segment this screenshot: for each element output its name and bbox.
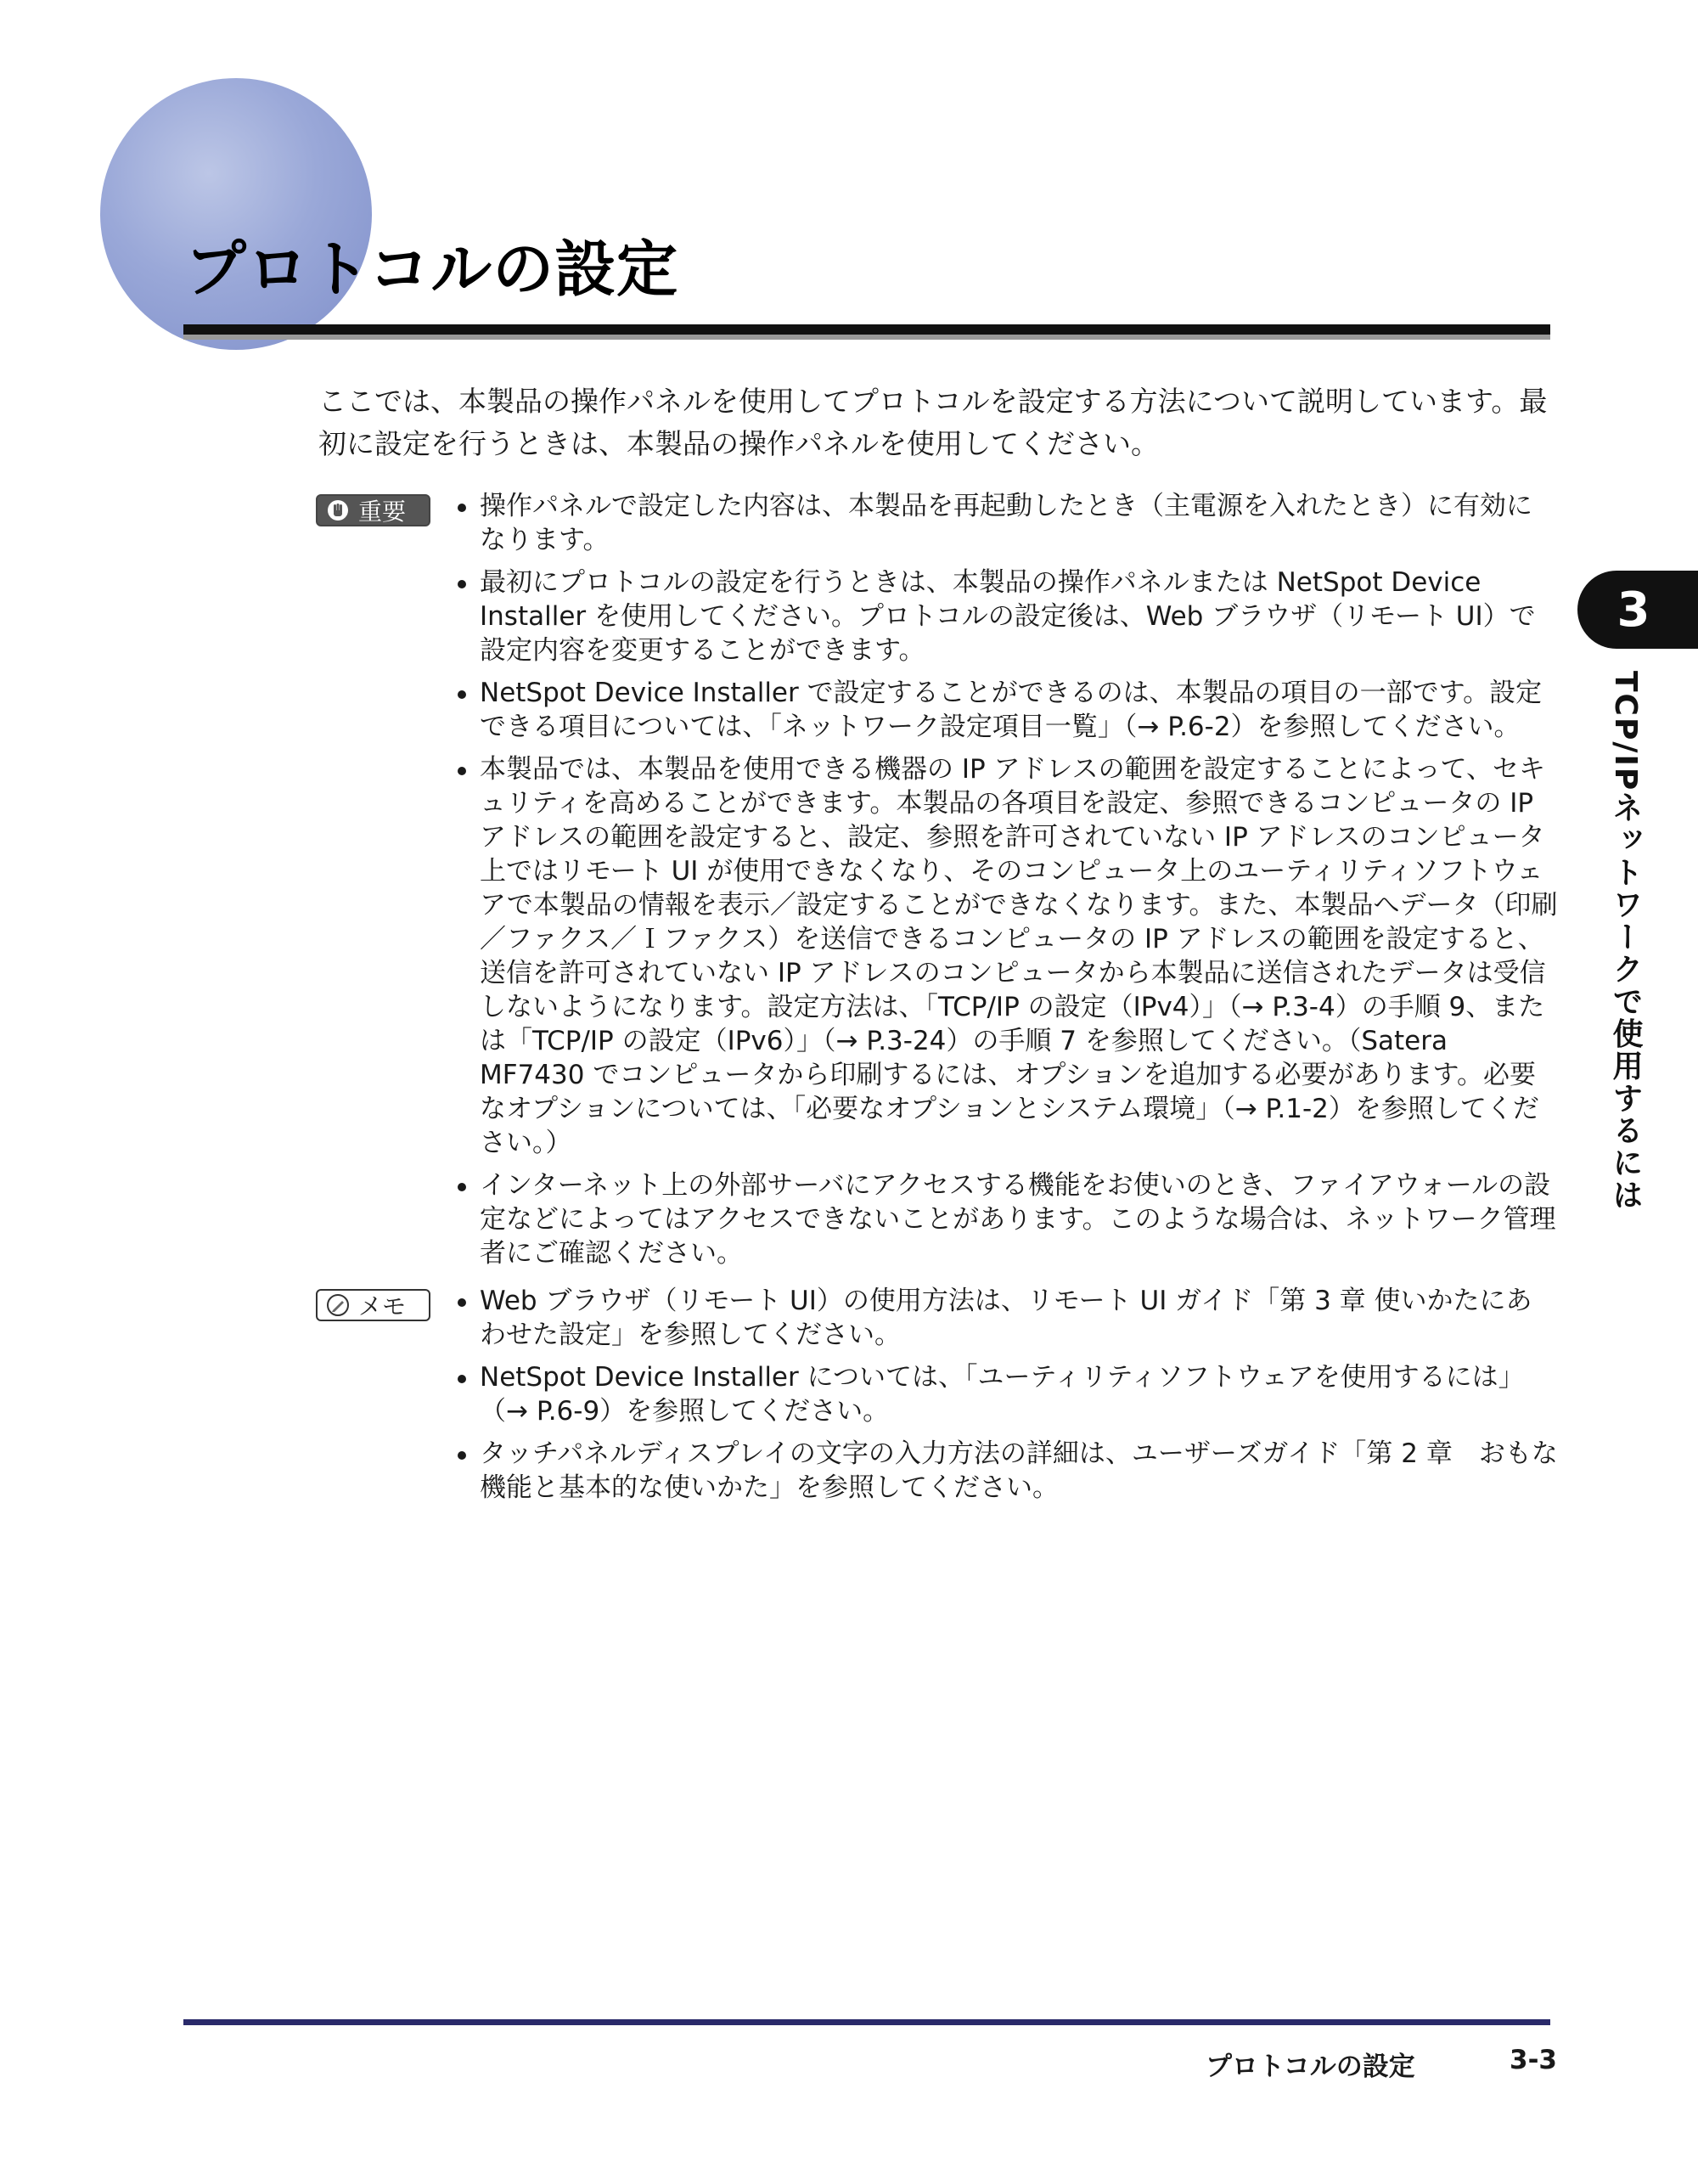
memo-item: Web ブラウザ（リモート UI）の使用方法は、リモート UI ガイド「第 3 章 使いかたにあわせた設定」を参照してください。 bbox=[454, 1284, 1558, 1352]
decorative-circle bbox=[100, 78, 372, 350]
memo-list bbox=[454, 1284, 1558, 1513]
title-rule-shadow bbox=[183, 335, 1550, 340]
title-rule bbox=[183, 324, 1550, 335]
pencil-icon bbox=[326, 1293, 350, 1317]
important-item: NetSpot Device Installer で設定することができるのは、本製品の項目の一部です。設定できる項目については、「ネットワーク設定項目一覧」（→ P.6-2）を参照してください。 bbox=[454, 676, 1558, 744]
important-item: 本製品では、本製品を使用できる機器の IP アドレスの範囲を設定することによって、セキュリティを高めることができます。本製品の各項目を設定、参照できるコンピュータの IP アドレスの範囲を設定すると、設定、参照を許可されていない IP アドレスのコンピュータ上ではリモート UI が使用できなくなり、そのコンピュータ上のユーティリティソフトウェアで本製品の情報を表示／設定することができなくなります。また、本製品へデータ（印刷／ファクス／Ｉファクス）を送信できるコンピュータの IP アドレスの範囲を設定すると、送信を許可されていない IP アドレスのコンピュータから本製品に送信されたデータは受信しないようになります。設定方法は、「TCP/IP の設定（IPv4）」（→ P.3-4）の手順 9、または「TCP/IP の設定（IPv6）」（→ P.3-24）の手順 7 を参照してください。（Satera MF7430 でコンピュータから印刷するには、オプションを追加する必要があります。必要なオプションについては、「必要なオプションとシステム環境」（→ P.1-2）を参照してください。） bbox=[454, 752, 1558, 1160]
important-label: 重要 bbox=[358, 498, 407, 526]
footer-section-title: プロトコルの設定 bbox=[1206, 2052, 1415, 2082]
chapter-side-title: TCP/IPネットワークで使用するには bbox=[1608, 671, 1643, 1212]
memo-badge bbox=[316, 1289, 430, 1321]
page-number: 3-3 bbox=[1510, 2045, 1558, 2075]
important-list bbox=[454, 489, 1558, 1279]
footer-rule bbox=[183, 2019, 1550, 2025]
important-badge bbox=[316, 494, 430, 526]
memo-item: NetSpot Device Installer については、「ユーティリティソフトウェアを使用するには」（→ P.6-9）を参照してください。 bbox=[454, 1360, 1558, 1428]
chapter-tab: 3 bbox=[1577, 571, 1698, 649]
important-item: インターネット上の外部サーバにアクセスする機能をお使いのとき、ファイアウォールの設定などによってはアクセスできないことがあります。このような場合は、ネットワーク管理者にご確認ください。 bbox=[454, 1168, 1558, 1270]
important-item: 最初にプロトコルの設定を行うときは、本製品の操作パネルまたは NetSpot Device Installer を使用してください。プロトコルの設定後は、Web ブラウザ（リモート UI）で設定内容を変更することができます。 bbox=[454, 566, 1558, 667]
memo-label: メモ bbox=[358, 1292, 407, 1320]
hand-stop-icon bbox=[326, 498, 350, 522]
intro-paragraph: ここでは、本製品の操作パネルを使用してプロトコルを設定する方法について説明しています。最初に設定を行うときは、本製品の操作パネルを使用してください。 bbox=[318, 385, 1548, 460]
memo-item: タッチパネルディスプレイの文字の入力方法の詳細は、ユーザーズガイド「第 2 章 おもな機能と基本的な使いかた」を参照してください。 bbox=[454, 1437, 1558, 1505]
page-title: プロトコルの設定 bbox=[185, 234, 679, 305]
important-item: 操作パネルで設定した内容は、本製品を再起動したとき（主電源を入れたとき）に有効になります。 bbox=[454, 489, 1558, 557]
